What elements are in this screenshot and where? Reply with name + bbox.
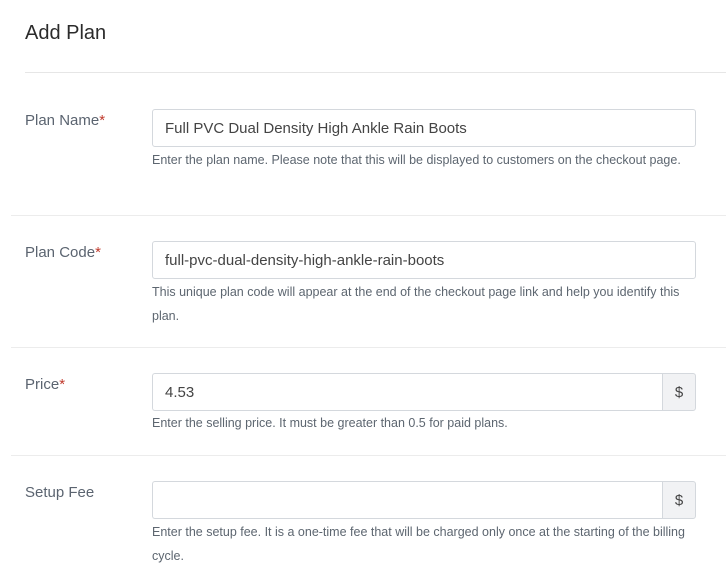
row-divider bbox=[11, 347, 726, 348]
plan-code-help: This unique plan code will appear at the end of the checkout page link and help you identify this plan. bbox=[152, 285, 680, 323]
plan-code-label: Plan Code* bbox=[25, 244, 101, 261]
setup-fee-label: Setup Fee bbox=[25, 484, 95, 501]
price-label: Price* bbox=[25, 376, 66, 393]
setup-fee-help: Enter the setup fee. It is a one-time fee that will be charged only once at the starting of the billing cycle. bbox=[152, 525, 685, 563]
currency-dollar-addon: $ bbox=[662, 481, 696, 519]
required-marker: * bbox=[99, 112, 106, 129]
price-input-group bbox=[152, 373, 696, 411]
price-input[interactable] bbox=[152, 373, 662, 411]
required-marker: * bbox=[95, 244, 101, 261]
plan-code-input[interactable] bbox=[152, 241, 696, 279]
title-divider bbox=[25, 72, 726, 73]
plan-name-label: Plan Name* bbox=[25, 112, 106, 129]
price-help: Enter the selling price. It must be greater than 0.5 for paid plans. bbox=[152, 416, 508, 430]
plan-name-input[interactable] bbox=[152, 109, 696, 147]
setup-fee-input-group bbox=[152, 481, 696, 519]
row-divider bbox=[11, 215, 726, 216]
required-marker: * bbox=[59, 376, 66, 393]
row-divider bbox=[11, 455, 726, 456]
setup-fee-input[interactable] bbox=[152, 481, 662, 519]
currency-dollar-addon: $ bbox=[662, 373, 696, 411]
page-title: Add Plan bbox=[25, 22, 107, 44]
plan-name-help: Enter the plan name. Please note that this will be displayed to customers on the checkout page. bbox=[152, 153, 681, 167]
